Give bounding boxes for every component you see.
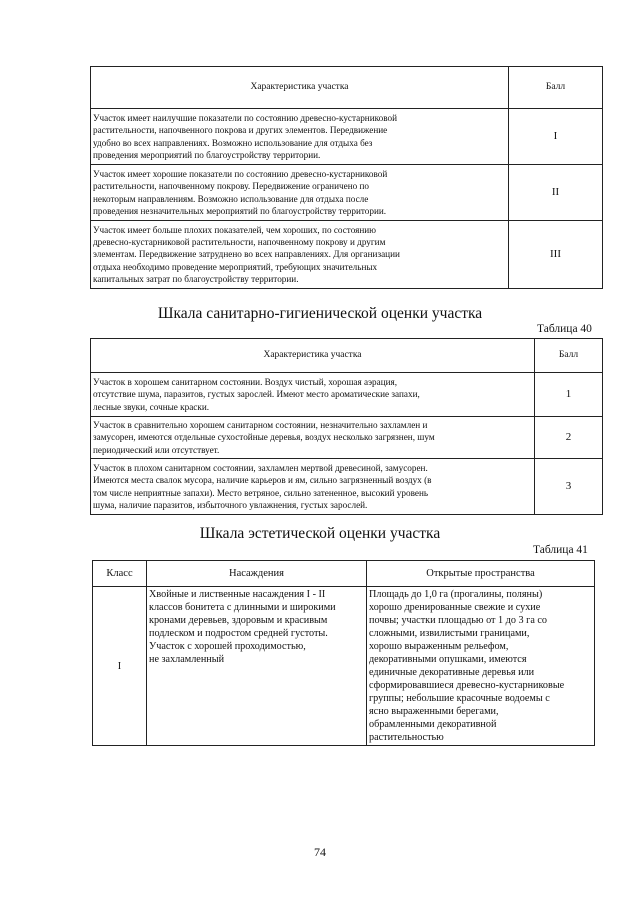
- table-3-number: Таблица 41: [533, 544, 588, 556]
- text-line: растительности, напочвенному покрову. Передвижение ограничено по: [93, 181, 370, 192]
- text-line: не захламленный: [149, 654, 225, 665]
- header-characteristic: Характеристика участка: [91, 339, 535, 373]
- table-2-number: Таблица 40: [537, 323, 592, 335]
- table-row: [91, 221, 603, 289]
- header-class: Класс: [93, 561, 147, 587]
- text-line: хорошо выраженным рельефом,: [369, 641, 509, 652]
- table-row: [91, 417, 603, 459]
- header-characteristic: Характеристика участка: [91, 67, 509, 109]
- row-class: I: [93, 587, 147, 746]
- text-line: почвы; участки площадью от 1 до 3 га со: [369, 615, 548, 626]
- text-line: Участок имеет наилучшие показатели по состоянию древесно-кустарниковой: [93, 112, 397, 123]
- text-line: лесные звуки, сочные краски.: [93, 401, 210, 412]
- text-line: проведения незначительных мероприятий по благоустройству территории.: [93, 205, 387, 216]
- text-line: сформировавшиеся древесно-кустарниковые: [369, 680, 565, 691]
- text-line: растительности, напочвенного покрова и других элементов. Передвижение: [93, 125, 388, 136]
- text-line: элементам. Передвижение затруднено во всех направлениях. Для организации: [93, 249, 400, 260]
- text-line: удобно во всех направлениях. Возможно использование для отдыха без: [93, 137, 373, 148]
- table-2-title: Шкала санитарно-гигиенической оценки участка: [157, 305, 483, 322]
- text-line: отсутствие шума, паразитов, густых зарослей. Имеют место ароматические запахи,: [93, 389, 420, 400]
- text-line: кронами деревьев, здоровым и красивым: [149, 615, 328, 626]
- table-row: [91, 373, 603, 417]
- text-line: сложными, извилистыми границами,: [369, 628, 530, 639]
- row-text: [91, 417, 535, 459]
- page-number: 74: [314, 845, 326, 859]
- row-open-spaces: [367, 587, 595, 746]
- text-line: некоторым направлениям. Возможно использование для отдыха после: [93, 193, 369, 204]
- header-score: Балл: [509, 67, 603, 109]
- text-line: периодический или отсутствует.: [93, 444, 220, 455]
- text-line: том числе неприятные запахи). Место ветряное, сильно затененное, высокий уровень: [93, 487, 429, 498]
- table-row: [91, 459, 603, 515]
- row-score: 1: [535, 373, 603, 417]
- text-line: проведения мероприятий по благоустройству территории.: [93, 149, 321, 160]
- text-line: классов бонитета с длинными и широкими: [149, 602, 336, 613]
- text-line: Участок с хорошей проходимостью,: [149, 641, 306, 652]
- row-text: [91, 165, 509, 221]
- text-line: подлеском и подростом средней густоты.: [149, 628, 328, 639]
- header-plantings: Насаждения: [147, 561, 367, 587]
- table-3: [92, 560, 595, 746]
- table-header-row: [91, 67, 603, 109]
- text-line: шума, наличие паразитов, избыточного увлажнения, густых зарослей.: [93, 499, 368, 510]
- text-line: Участок в хорошем санитарном состоянии. Воздух чистый, хорошая аэрация,: [93, 377, 398, 388]
- table-3-title: Шкала эстетической оценки участка: [199, 525, 441, 542]
- row-text: [91, 109, 509, 165]
- text-line: группы; небольшие красочные водоемы с: [369, 693, 550, 704]
- text-line: обрамленными декоративной: [369, 719, 497, 730]
- text-line: Участок имеет больше плохих показателей, чем хороших, по состоянию: [93, 224, 377, 235]
- row-score: 2: [535, 417, 603, 459]
- text-line: Хвойные и лиственные насаждения I - II: [149, 589, 326, 600]
- header-open-spaces: Открытые пространства: [367, 561, 595, 587]
- text-line: Площадь до 1,0 га (прогалины, поляны): [369, 589, 543, 600]
- table-2: [90, 338, 603, 515]
- row-score: 3: [535, 459, 603, 515]
- row-score: II: [509, 165, 603, 221]
- table-header-row: [93, 561, 595, 587]
- text-line: отдыха необходимо проведение мероприятий, требующих значительных: [93, 261, 378, 272]
- text-line: замусорен, имеются отдельные сухостойные деревья, воздух несколько загрязнен, шум: [93, 432, 435, 443]
- table-1: [90, 66, 603, 289]
- table-header-row: [91, 339, 603, 373]
- text-line: капитальных затрат по благоустройству территории.: [93, 273, 299, 284]
- row-score: III: [509, 221, 603, 289]
- text-line: хорошо дренированные свежие и сухие: [369, 602, 541, 613]
- text-line: Участок имеет хорошие показатели по состоянию древесно-кустарниковой: [93, 168, 388, 179]
- text-line: древесно-кустарниковой растительности, напочвенному покрову и другим: [93, 237, 386, 248]
- text-line: растительностью: [369, 732, 444, 743]
- text-line: декоративными опушками, имеются: [369, 654, 527, 665]
- table-row: [91, 165, 603, 221]
- text-line: ясно выраженными берегами,: [369, 706, 499, 717]
- header-score: Балл: [535, 339, 603, 373]
- row-score: I: [509, 109, 603, 165]
- text-line: Участок в сравнительно хорошем санитарном состоянии, незначительно захламлен и: [93, 420, 428, 431]
- row-text: [91, 221, 509, 289]
- row-text: [91, 373, 535, 417]
- row-text: [91, 459, 535, 515]
- text-line: Участок в плохом санитарном состоянии, захламлен мертвой древесиной, замусорен.: [93, 462, 428, 473]
- row-plantings: [147, 587, 367, 746]
- table-row: [91, 109, 603, 165]
- text-line: единичные декоративные деревья или: [369, 667, 535, 678]
- text-line: Имеются места свалок мусора, наличие карьеров и ям, сильно загрязненный воздух (в: [93, 475, 432, 486]
- table-row: [93, 587, 595, 746]
